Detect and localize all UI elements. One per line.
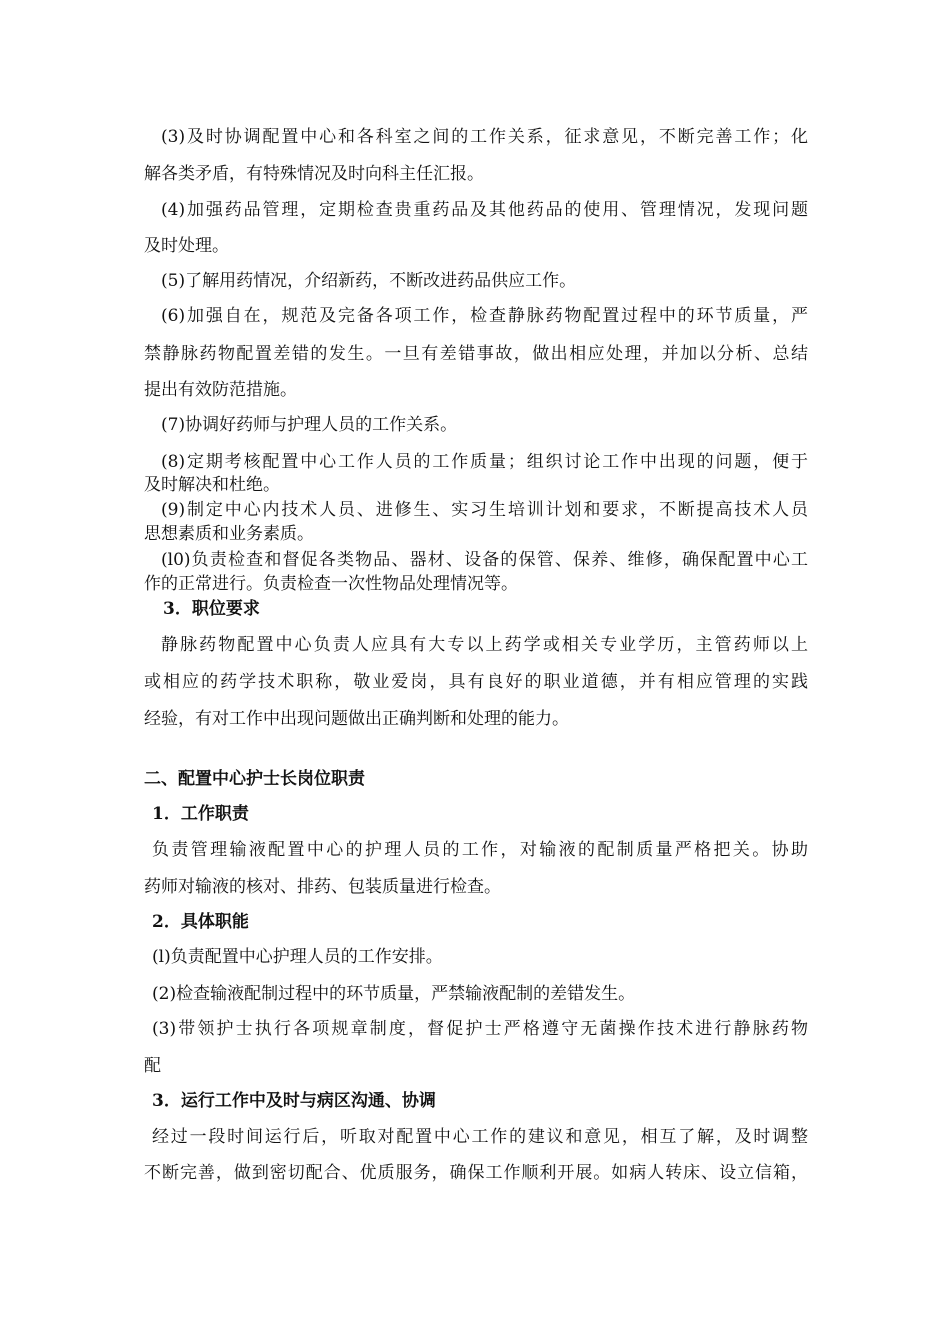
paragraph-line: (6)加强自在，规范及完备各项工作，检查静脉药物配置过程中的环节质量，严 — [161, 306, 808, 326]
paragraph-line: (3)带领护士执行各项规章制度，督促护士严格遵守无菌操作技术进行静脉药物 — [152, 1019, 808, 1039]
paragraph-line: 静脉药物配置中心负责人应具有大专以上药学或相关专业学历，主管药师以上 — [161, 635, 808, 655]
section-heading: 3．职位要求 — [163, 599, 260, 619]
paragraph-line: 及时解决和杜绝。 — [144, 475, 280, 495]
paragraph-line: 配 — [144, 1056, 161, 1076]
paragraph-line: 思想素质和业务素质。 — [144, 524, 314, 544]
section-heading: 1．工作职责 — [152, 804, 249, 824]
paragraph-line: (3)及时协调配置中心和各科室之间的工作关系，征求意见，不断完善工作；化 — [161, 127, 808, 147]
section-title: 二、配置中心护士长岗位职责 — [144, 769, 365, 789]
paragraph-line: (2)检查输液配制过程中的环节质量，严禁输液配制的差错发生。 — [152, 984, 636, 1004]
paragraph-line: 经验，有对工作中出现问题做出正确判断和处理的能力。 — [144, 709, 569, 729]
section-heading: 3．运行工作中及时与病区沟通、协调 — [152, 1091, 436, 1111]
paragraph-line: 禁静脉药物配置差错的发生。一旦有差错事故，做出相应处理，并加以分析、总结 — [144, 344, 808, 364]
paragraph-line: 不断完善，做到密切配合、优质服务，确保工作顺利开展。如病人转床、设立信箱， — [144, 1163, 808, 1183]
paragraph-line: (l)负责配置中心护理人员的工作安排。 — [152, 947, 443, 967]
paragraph-line: 药师对输液的核对、排药、包装质量进行检查。 — [144, 877, 501, 897]
section-heading: 2．具体职能 — [152, 912, 249, 932]
paragraph-line: 解各类矛盾，有特殊情况及时向科主任汇报。 — [144, 164, 484, 184]
paragraph-line: 负责管理输液配置中心的护理人员的工作，对输液的配制质量严格把关。协助 — [152, 840, 808, 860]
paragraph-line: (8)定期考核配置中心工作人员的工作质量；组织讨论工作中出现的问题，便于 — [161, 452, 808, 472]
paragraph-line: 经过一段时间运行后，听取对配置中心工作的建议和意见，相互了解，及时调整 — [152, 1127, 808, 1147]
paragraph-line: 作的正常进行。负责检查一次性物品处理情况等。 — [144, 574, 518, 594]
paragraph-line: 及时处理。 — [144, 236, 229, 256]
paragraph-line: (7)协调好药师与护理人员的工作关系。 — [161, 415, 458, 435]
paragraph-line: (l0)负责检查和督促各类物品、器材、设备的保管、保养、维修，确保配置中心工 — [161, 550, 808, 570]
paragraph-line: (9)制定中心内技术人员、进修生、实习生培训计划和要求，不断提高技术人员 — [161, 500, 808, 520]
paragraph-line: 提出有效防范措施。 — [144, 380, 297, 400]
paragraph-line: (4)加强药品管理，定期检查贵重药品及其他药品的使用、管理情况，发现问题 — [161, 200, 808, 220]
paragraph-line: 或相应的药学技术职称，敬业爱岗，具有良好的职业道德，并有相应管理的实践 — [144, 672, 808, 692]
paragraph-line: (5)了解用药情况，介绍新药，不断改进药品供应工作。 — [161, 271, 577, 291]
